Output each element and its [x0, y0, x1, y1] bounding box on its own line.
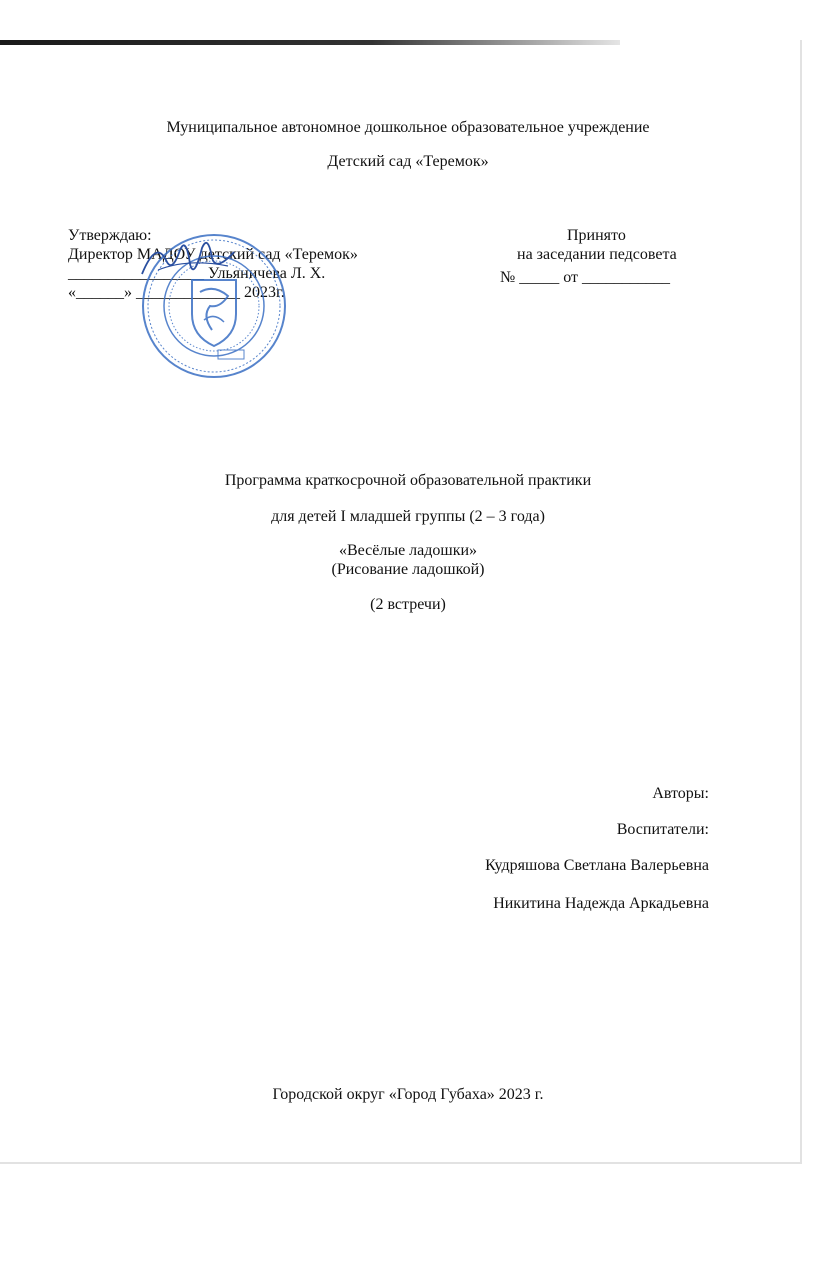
approve-signature-line: _________________ Ульяничева Л. Х. [68, 265, 326, 282]
program-subtitle: (Рисование ладошкой) [331, 561, 485, 578]
institution-name: Муниципальное автономное дошкольное образовательное учреждение [166, 119, 650, 136]
program-line2: для детей I младшей группы (2 – 3 года) [271, 508, 545, 525]
program-line1: Программа краткосрочной образовательной практики [224, 472, 592, 489]
footer-place-year: Городской округ «Город Губаха» 2023 г. [272, 1086, 544, 1103]
accepted-council: на заседании педсовета [517, 246, 677, 263]
approve-date-line: «______» _____________ 2023г. [68, 284, 285, 301]
author-name-1: Кудряшова Светлана Валерьевна [485, 857, 709, 874]
kindergarten-name: Детский сад «Теремок» [327, 153, 489, 170]
author-name-2: Никитина Надежда Аркадьевна [493, 895, 709, 912]
authors-label: Авторы: [652, 785, 709, 802]
program-meetings: (2 встречи) [370, 596, 446, 613]
director-signature [138, 230, 248, 290]
approve-label: Утверждаю: [68, 227, 152, 244]
authors-role: Воспитатели: [616, 821, 709, 838]
approve-director: Директор МАДОУ детский сад «Теремок» [68, 246, 358, 263]
program-title: «Весёлые ладошки» [338, 542, 478, 559]
accepted-label: Принято [567, 227, 626, 244]
accepted-number-line: № _____ от ___________ [500, 269, 671, 286]
scan-edge-line [0, 40, 620, 45]
